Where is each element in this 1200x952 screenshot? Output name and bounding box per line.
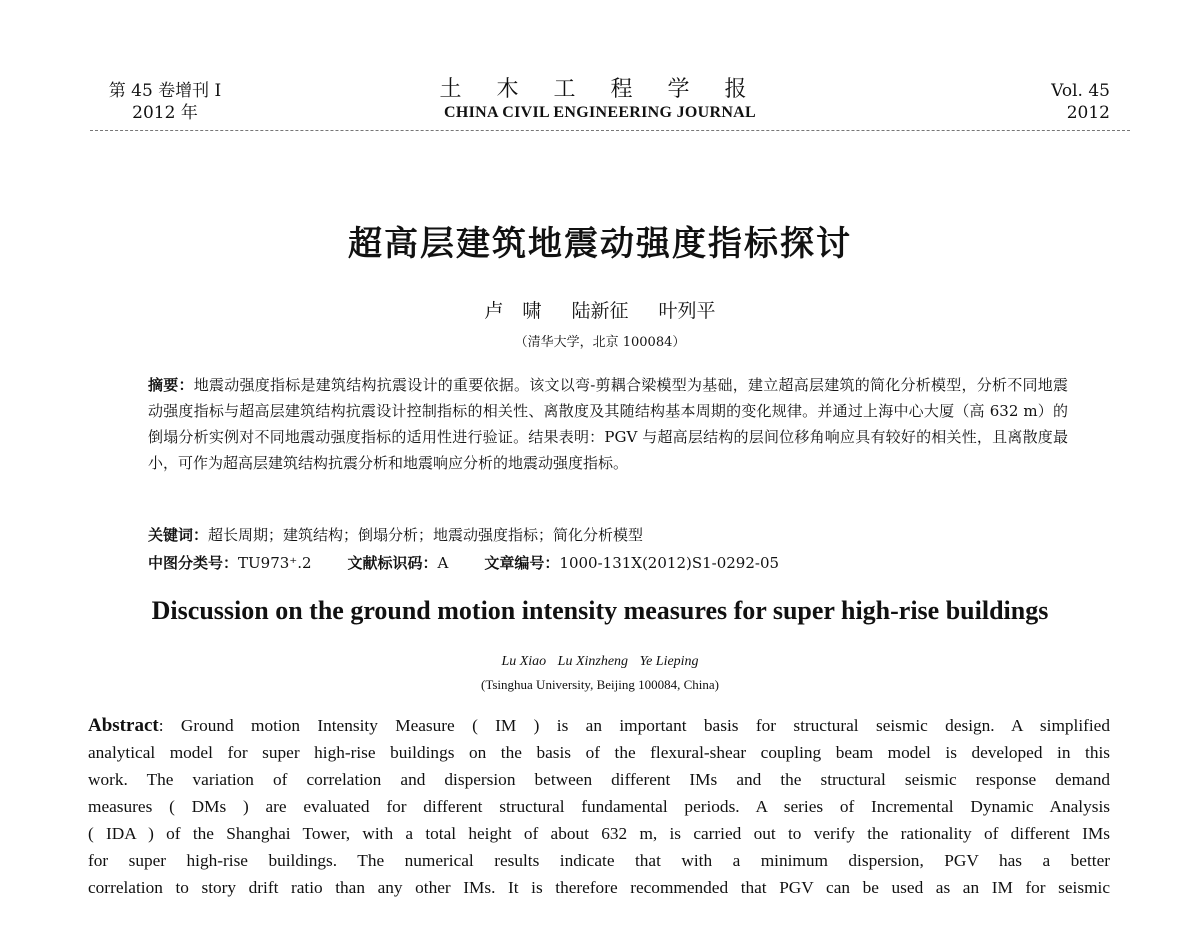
keywords-cn-label: 关键词： bbox=[148, 526, 209, 544]
author-cn: 陆新征 bbox=[571, 300, 629, 322]
article-number-value: 1000-131X(2012)S1-0292-05 bbox=[559, 554, 780, 572]
authors-en bbox=[0, 654, 1200, 670]
authors-cn bbox=[0, 296, 1200, 323]
paper-title-en: Discussion on the ground motion intensity measures for super high-rise buildings bbox=[151, 596, 1049, 625]
abstract-en-label: Abstract bbox=[88, 715, 159, 736]
keywords-cn-text: 超长周期；建筑结构；倒塌分析；地震动强度指标；简化分析模型 bbox=[208, 526, 644, 544]
abstract-en-line: ( IDA ) of the Shanghai Tower, with a total height of about 632 m, is carried out to verify the rationality of different IMs bbox=[88, 824, 1110, 843]
abstract-cn-text: 地震动强度指标是建筑结构抗震设计的重要依据。该文以弯-剪耦合梁模型为基础，建立超高层建筑的简化分析模型，分析不同地震动强度指标与超高层建筑结构抗震设计控制指标的相关性、离散度及其随结构基本周期的变化规律。并通过上海中心大厦（高 632 m）的倒塌分析实例对不同地震动强度指标的适用性进行验证。结果表明：PGV 与超高层结构的层间位移角响应具有较好的相关性，且离散度最小，可作为超高层建筑结构抗震分析和地震响应分析的地震动强度指标。 bbox=[148, 376, 1068, 472]
abstract-en-line: analytical model for super high-rise buildings on the basis of the flexural-shear coupling beam model is developed in this bbox=[88, 743, 1110, 762]
doc-code-label: 文献标识码： bbox=[347, 554, 438, 572]
abstract-en-line bbox=[88, 712, 1110, 739]
header-year-cn: 2012 年 bbox=[132, 103, 198, 123]
author-en: Lu Xiao bbox=[501, 654, 547, 669]
journal-title-en: CHINA CIVIL ENGINEERING JOURNAL bbox=[443, 104, 757, 121]
journal-title-cn: 土 木 工 程 学 报 bbox=[439, 77, 761, 102]
clc-value: TU973⁺.2 bbox=[238, 554, 312, 572]
author-cn: 卢 啸 bbox=[484, 300, 542, 322]
article-number-label: 文章编号： bbox=[484, 554, 560, 572]
header-year-en: 2012 bbox=[1066, 103, 1110, 123]
header-volume-issue: 第 45 卷增刊 I bbox=[108, 81, 222, 101]
author-cn: 叶列平 bbox=[658, 300, 716, 322]
abstract-en bbox=[88, 712, 1110, 901]
author-en: Ye Lieping bbox=[639, 654, 699, 669]
author-en: Lu Xinzheng bbox=[557, 654, 629, 669]
doc-code-value: A bbox=[437, 554, 449, 572]
abstract-cn-label: 摘要： bbox=[148, 376, 194, 394]
clc-label: 中图分类号： bbox=[148, 554, 239, 572]
paper-title-cn: 超高层建筑地震动强度指标探讨 bbox=[348, 224, 852, 264]
abstract-cn bbox=[148, 372, 1068, 476]
abstract-en-line: work. The variation of correlation and dispersion between different IMs and the structural seismic response demand bbox=[88, 770, 1110, 789]
affiliation-cn: （清华大学，北京 100084） bbox=[514, 335, 686, 350]
abstract-en-line: correlation to story drift ratio than any other IMs. It is therefore recommended that PGV can be used as an IM for seismic bbox=[88, 878, 1110, 897]
header-volume-en: Vol. 45 bbox=[1051, 81, 1110, 101]
abstract-en-line: for super high-rise buildings. The numerical results indicate that with a minimum dispersion, PGV has a better bbox=[88, 851, 1110, 870]
affiliation-en: (Tsinghua University, Beijing 100084, China) bbox=[481, 677, 719, 692]
header-divider bbox=[90, 130, 1130, 131]
abstract-en-line: measures ( DMs ) are evaluated for different structural fundamental periods. A series of Incremental Dynamic Analysis bbox=[88, 797, 1110, 816]
abstract-en-line-text: : Ground motion Intensity Measure ( IM ) is an important basis for structural seismic design. A simplified bbox=[158, 716, 1110, 735]
keywords-cn bbox=[148, 522, 1068, 548]
classification-line bbox=[148, 550, 1068, 576]
header-volume-right bbox=[990, 80, 1110, 124]
